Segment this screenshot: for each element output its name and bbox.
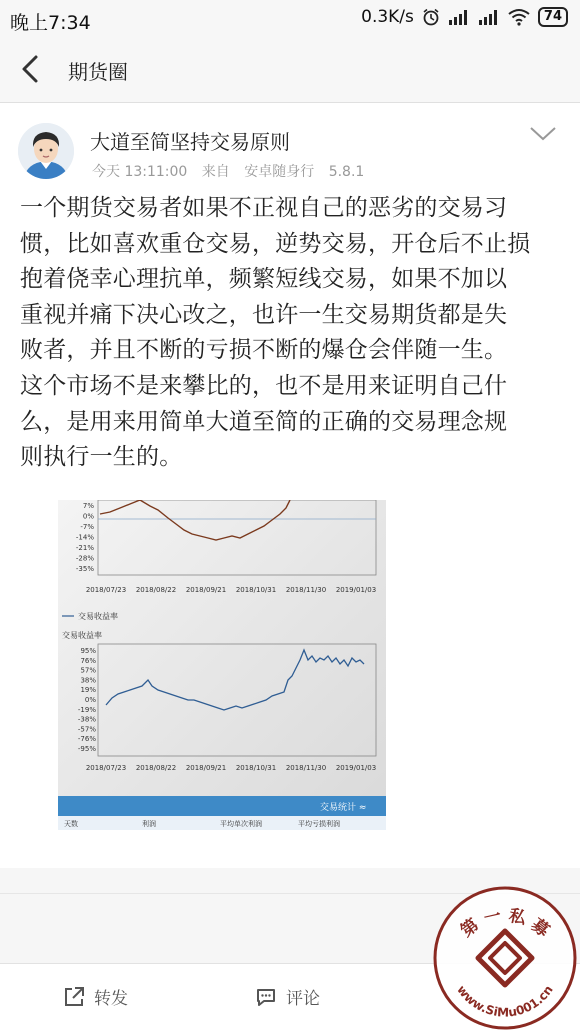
post-meta: [92, 161, 374, 181]
wifi-icon: [508, 8, 530, 26]
y-tick-label: -76%: [77, 735, 96, 744]
comment-button[interactable]: [254, 984, 320, 1009]
post-line: 这个市场不是来攀比的，也不是用来证明自己什: [20, 372, 508, 399]
comment-label: 评论: [286, 989, 320, 1009]
x-tick-label: 2018/07/23: [85, 764, 127, 772]
post-line: 重视并痛下决心改之，也许一生交易期货都是失: [20, 301, 508, 328]
y-tick-label: -35%: [75, 565, 94, 573]
post-line: 惯，比如喜欢重仓交易，逆势交易，开仓后不止损: [20, 230, 531, 257]
watermark-bottom-text: www.SiMu001.cn: [454, 982, 556, 1020]
table-header: 天数: [64, 820, 78, 828]
author-name[interactable]: 大道至简坚持交易原则: [90, 130, 290, 154]
post-image[interactable]: [58, 500, 386, 830]
bottom-chart-title: 交易收益率: [62, 631, 102, 640]
network-speed: 0.3K/s: [361, 7, 414, 27]
x-tick-label: 2018/10/31: [235, 586, 277, 594]
post-line: 则执行一生的。: [20, 444, 183, 471]
signal-icon: [478, 9, 500, 25]
comment-icon: [254, 985, 278, 1009]
x-tick-label: 2018/08/22: [135, 586, 177, 594]
post-source: 安卓随身行: [244, 164, 315, 180]
watermark-top-text: 第 一 私 募: [457, 905, 553, 942]
y-tick-label: -95%: [77, 745, 96, 753]
y-tick-label: 19%: [80, 686, 96, 695]
table-header: 利润: [142, 820, 156, 828]
y-tick-label: -38%: [77, 715, 96, 724]
x-tick-label: 2018/11/30: [285, 586, 327, 594]
clock: 晚上7:34: [10, 12, 91, 34]
nav-bar: [0, 36, 580, 103]
avatar[interactable]: [18, 123, 74, 179]
y-tick-label: -19%: [77, 705, 96, 714]
post-line: 抱着侥幸心理抗单，频繁短线交易，如果不加以: [20, 266, 508, 293]
watermark-stamp: [432, 885, 578, 1031]
forward-button[interactable]: [62, 984, 128, 1009]
y-tick-label: 0%: [82, 512, 94, 521]
y-tick-label: 7%: [82, 502, 94, 510]
legend-label: 交易收益率: [78, 612, 118, 621]
y-tick-label: 38%: [80, 676, 96, 685]
x-tick-label: 2018/08/22: [135, 764, 177, 772]
signal-icon: [448, 9, 470, 25]
y-tick-label: 0%: [84, 696, 96, 704]
battery-indicator: 74: [538, 7, 568, 27]
avatar-icon: [18, 123, 74, 179]
y-tick-label: -28%: [75, 554, 94, 563]
screen-photo: [58, 500, 386, 830]
x-tick-label: 2018/09/21: [185, 764, 227, 772]
y-tick-label: 57%: [80, 666, 96, 675]
status-bar: [0, 0, 580, 36]
status-icons: [361, 7, 568, 27]
y-tick-label: -57%: [77, 725, 96, 734]
post-line: 么，是用来用简单大道至简的正确的交易理念规: [20, 408, 508, 435]
back-arrow-icon[interactable]: [18, 54, 44, 84]
app-version: 5.8.1: [328, 164, 365, 180]
y-tick-label: -14%: [75, 533, 94, 542]
page-title: 期货圈: [68, 60, 128, 84]
y-tick-label: 95%: [80, 647, 96, 655]
chevron-down-icon[interactable]: [528, 125, 558, 143]
y-tick-label: -7%: [80, 523, 94, 531]
x-tick-label: 2018/11/30: [285, 764, 327, 772]
post-line: 败者，并且不断的亏损不断的爆仓会伴随一生。: [20, 337, 508, 364]
share-icon: [62, 985, 86, 1009]
source-label: 来自: [201, 164, 230, 180]
x-tick-label: 2019/01/03: [335, 764, 377, 772]
table-header: 平均单次利润: [220, 820, 262, 828]
alarm-icon: [422, 8, 440, 26]
y-tick-label: -21%: [75, 544, 94, 552]
y-tick-label: 76%: [80, 656, 96, 665]
forward-label: 转发: [94, 989, 128, 1009]
x-tick-label: 2018/10/31: [235, 764, 277, 772]
post-body: [20, 191, 560, 476]
post-line: 一个期货交易者如果不正视自己的恶劣的交易习: [20, 195, 508, 221]
post-card: [0, 103, 580, 868]
x-tick-label: 2018/07/23: [85, 586, 127, 594]
table-header: 平均亏损利润: [298, 820, 340, 828]
post-time: 今天 13:11:00: [92, 164, 188, 180]
x-tick-label: 2018/09/21: [185, 586, 227, 594]
x-tick-label: 2019/01/03: [335, 586, 377, 594]
stats-label: 交易统计 ≈: [320, 803, 367, 813]
